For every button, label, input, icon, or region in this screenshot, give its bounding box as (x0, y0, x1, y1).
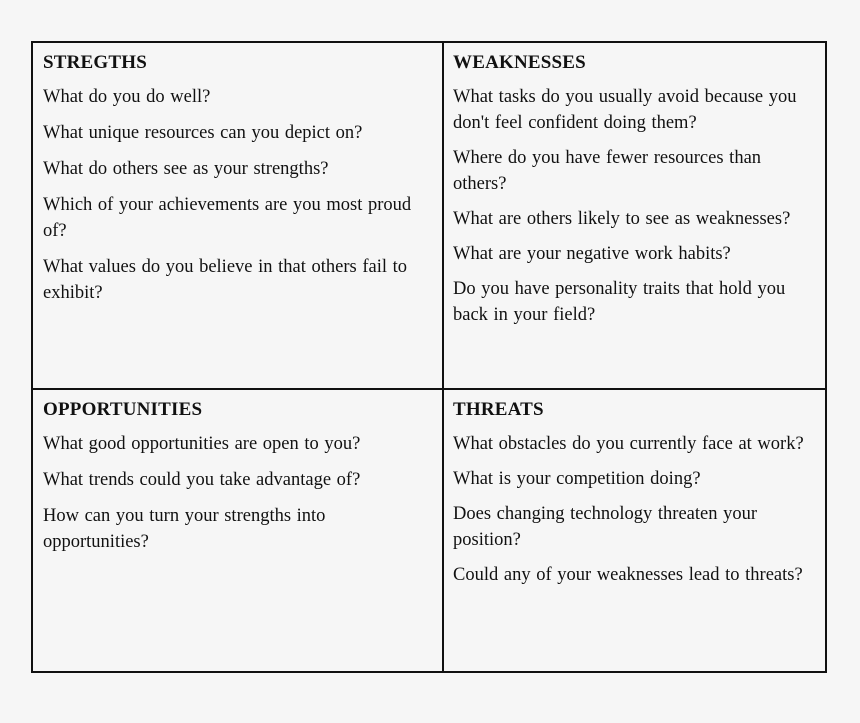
weaknesses-list (453, 84, 817, 328)
threats-item: What obstacles do you currently face at work? (453, 434, 804, 454)
weaknesses-item: What tasks do you usually avoid because you don't feel confident doing them? (453, 87, 797, 133)
threats-item: What is your competition doing? (453, 469, 701, 489)
opportunities-list (43, 431, 432, 555)
threats-item: Does changing technology threaten your position? (453, 504, 758, 550)
threats-title: THREATS (453, 399, 544, 420)
opportunities-item: What trends could you take advantage of? (43, 470, 361, 490)
strengths-cell (33, 43, 442, 388)
weaknesses-item: Where do you have fewer resources than others? (453, 148, 762, 194)
weaknesses-cell (443, 43, 827, 388)
swot-table (31, 41, 827, 673)
weaknesses-item: What are others likely to see as weaknesses? (453, 209, 791, 229)
opportunities-item: What good opportunities are open to you? (43, 434, 361, 454)
strengths-item: Which of your achievements are you most proud of? (43, 195, 412, 241)
strengths-item: What unique resources can you depict on? (43, 123, 363, 143)
weaknesses-item: What are your negative work habits? (453, 244, 731, 264)
strengths-list (43, 84, 432, 306)
strengths-item: What do you do well? (43, 87, 211, 107)
threats-cell (443, 390, 827, 671)
opportunities-item: How can you turn your strengths into opportunities? (43, 506, 326, 552)
weaknesses-title: WEAKNESSES (453, 52, 586, 73)
weaknesses-item: Do you have personality traits that hold you back in your field? (453, 279, 786, 325)
threats-list (453, 431, 817, 588)
opportunities-title: OPPORTUNITIES (43, 399, 203, 420)
strengths-title: STREGTHS (43, 52, 148, 73)
strengths-item: What do others see as your strengths? (43, 159, 329, 179)
threats-item: Could any of your weaknesses lead to threats? (453, 565, 803, 585)
opportunities-cell (33, 390, 442, 671)
strengths-item: What values do you believe in that others fail to exhibit? (43, 257, 407, 303)
